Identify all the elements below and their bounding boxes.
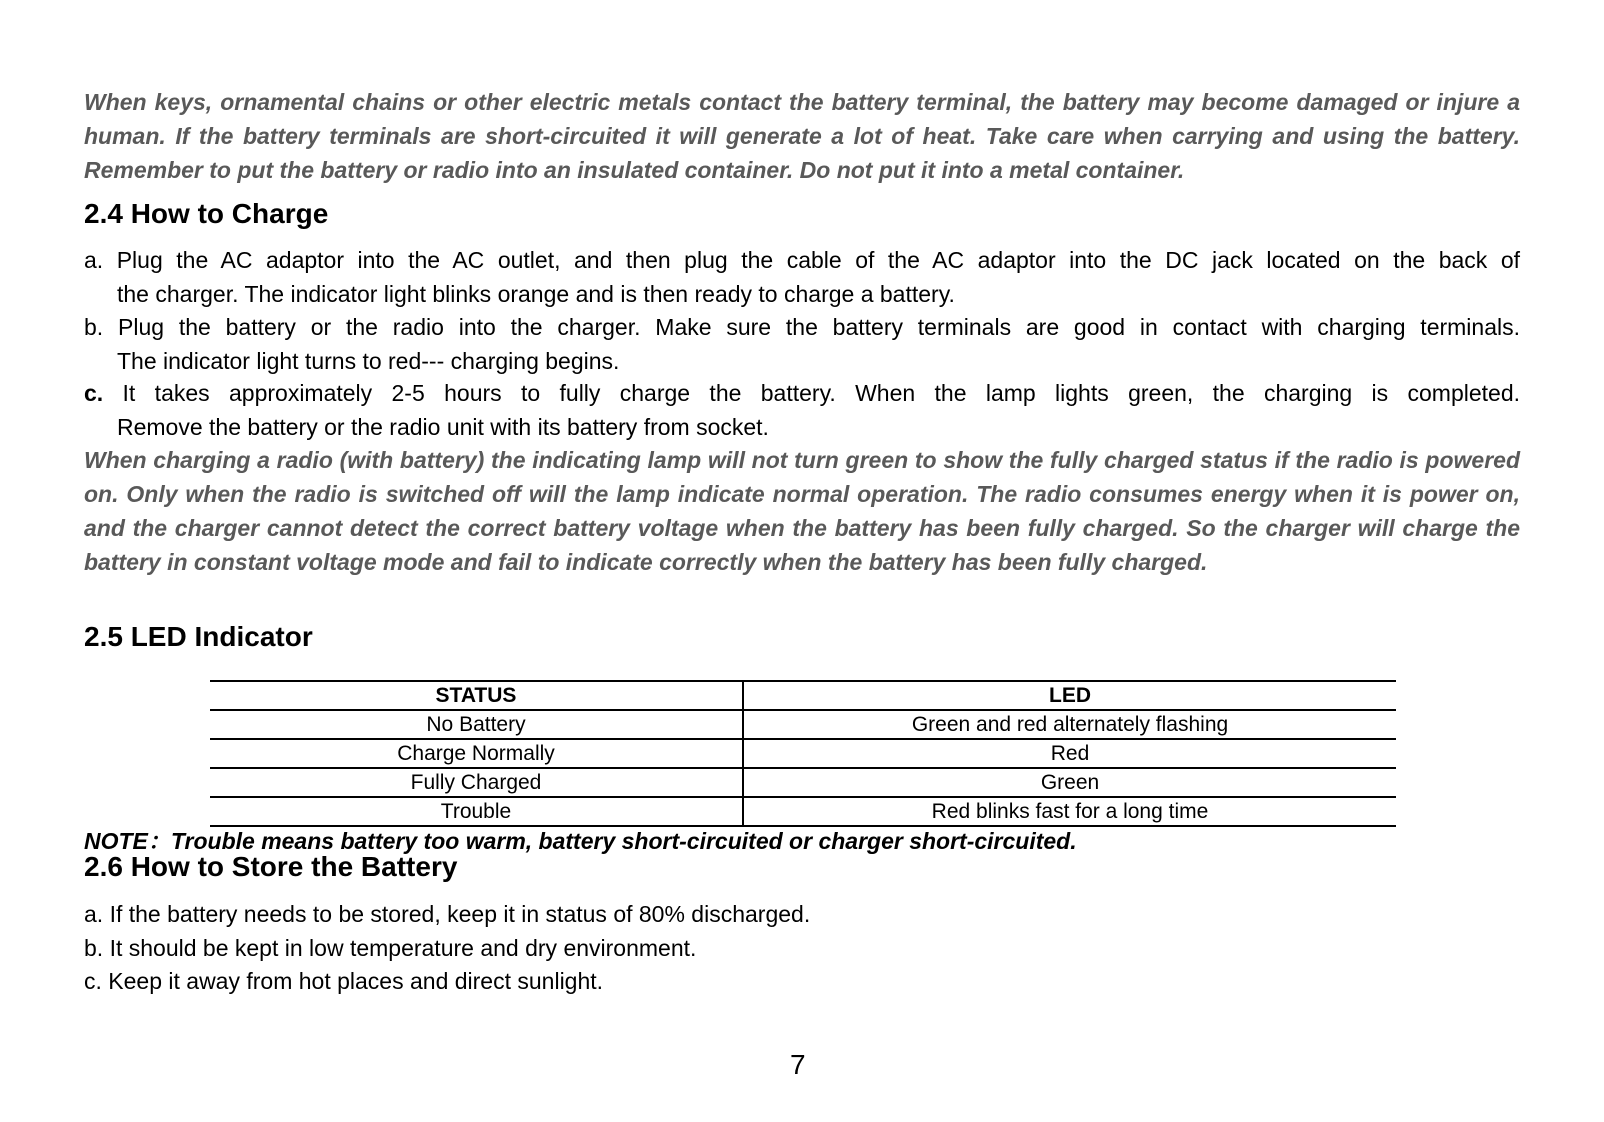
status-cell: Fully Charged (210, 768, 743, 797)
led-status-table (210, 680, 1396, 827)
store-step-a: a. If the battery needs to be stored, keep it in status of 80% discharged. (84, 901, 811, 927)
store-step-c: c. Keep it away from hot places and direct sunlight. (84, 968, 604, 994)
heading-led-indicator: 2.5 LED Indicator (84, 621, 313, 652)
column-header-status: STATUS (210, 681, 743, 710)
step-text: Plug the battery or the radio into the charger. Make sure the battery terminals are good in contact with charging terminals. (118, 314, 1521, 340)
charge-step-b (84, 310, 1520, 378)
page-number: 7 (790, 1049, 806, 1080)
heading-how-to-charge: 2.4 How to Charge (84, 198, 329, 229)
led-cell: Red blinks fast for a long time (743, 797, 1396, 826)
store-step-b: b. It should be kept in low temperature and dry environment. (84, 935, 697, 961)
step-text-continued: The indicator light turns to red--- charging begins. (117, 348, 620, 374)
table-row (210, 768, 1396, 797)
step-text-continued: Remove the battery or the radio unit with its battery from socket. (117, 414, 769, 440)
step-text-continued: the charger. The indicator light blinks orange and is then ready to charge a battery. (117, 281, 955, 307)
led-cell: Green (743, 768, 1396, 797)
step-text: Plug the AC adaptor into the AC outlet, and then plug the cable of the AC adaptor into the DC jack located on the back of (116, 247, 1520, 273)
status-cell: Trouble (210, 797, 743, 826)
trouble-note: NOTE：Trouble means battery too warm, battery short-circuited or charger short-circuited. (84, 828, 1077, 854)
charge-step-c (84, 376, 1520, 444)
table-row (210, 797, 1396, 826)
step-label: c. (84, 380, 104, 406)
led-cell: Green and red alternately flashing (743, 710, 1396, 739)
charge-step-a (84, 243, 1520, 311)
charging-radio-warning: When charging a radio (with battery) the indicating lamp will not turn green to show the fully charged status if the radio is powered on. Only when the radio is switched off will the lamp indicate normal operation. The radio consumes energy when it is power on, and the charger cannot detect the correct battery voltage when the battery has been fully charged. So the charger will charge the battery in constant voltage mode and fail to indicate correctly when the battery has been fully charged. (84, 447, 1520, 575)
status-cell: Charge Normally (210, 739, 743, 768)
step-label: a. (84, 247, 104, 273)
table-header-row (210, 681, 1396, 710)
table-row (210, 739, 1396, 768)
column-header-led: LED (743, 681, 1396, 710)
status-cell: No Battery (210, 710, 743, 739)
led-cell: Red (743, 739, 1396, 768)
table-row (210, 710, 1396, 739)
step-label: b. (84, 314, 104, 340)
heading-store-battery: 2.6 How to Store the Battery (84, 851, 458, 882)
battery-handling-warning: When keys, ornamental chains or other electric metals contact the battery terminal, the battery may become damaged or injure a human. If the battery terminals are short-circuited it will generate a lot of heat. Take care when carrying and using the battery. Remember to put the battery or radio into an insulated container. Do not put it into a metal container. (84, 89, 1520, 183)
step-text: It takes approximately 2-5 hours to fully charge the battery. When the lamp lights green, the charging is completed. (122, 380, 1521, 406)
